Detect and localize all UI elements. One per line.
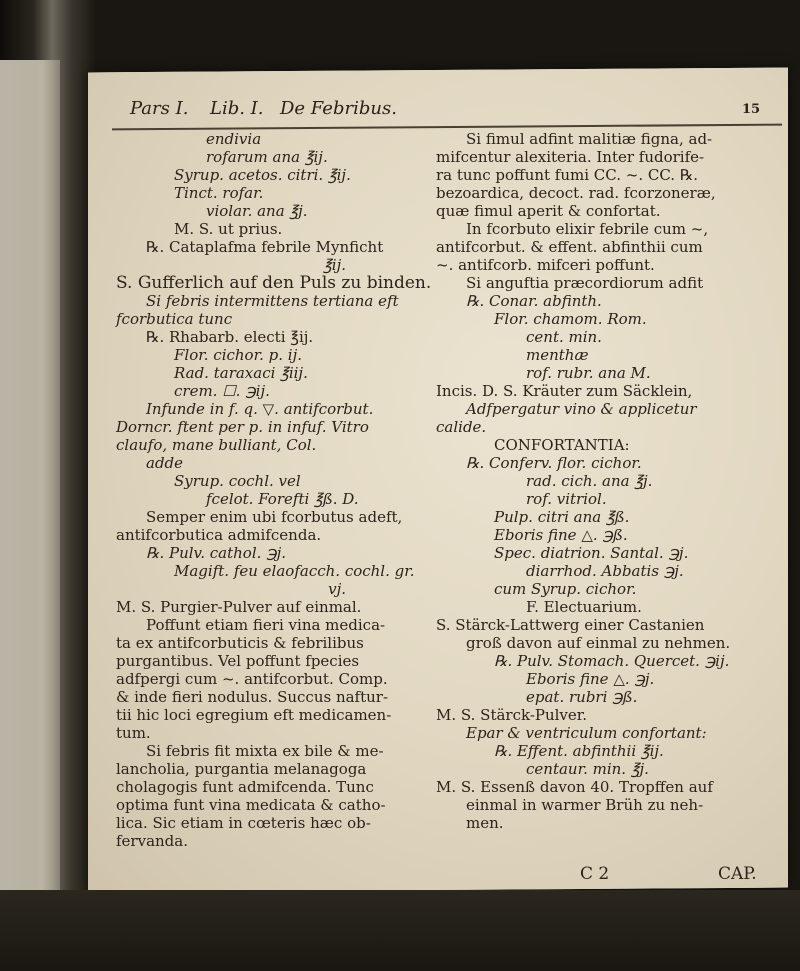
- text-line: bezoardica, decoct. rad. fcorzoneræ,: [436, 184, 716, 202]
- header-pars: Pars I.: [130, 98, 189, 119]
- text-line: fcelot. Forefti ℥ß. D.: [206, 490, 359, 508]
- text-line: Rad. taraxaci ℥iij.: [174, 364, 308, 382]
- text-line: diarrhod. Abbatis ℈j.: [526, 562, 684, 580]
- text-line: lica. Sic etiam in cœteris hæc ob-: [116, 814, 371, 832]
- text-line: centaur. min. ℥j.: [526, 760, 649, 778]
- text-line: epat. rubri ℈ß.: [526, 688, 638, 706]
- text-line: Si febris fit mixta ex bile & me-: [146, 742, 384, 760]
- text-line: Flor. cichor. p. ij.: [174, 346, 302, 364]
- text-line: ℥ij.: [323, 256, 346, 274]
- text-line: cum Syrup. cichor.: [494, 580, 637, 598]
- text-line: Syrup. cochl. vel: [174, 472, 301, 490]
- text-line: S. Stärck-Lattwerg einer Castanien: [436, 616, 705, 634]
- text-line: ℞. Cataplafma febrile Mynficht: [146, 238, 384, 256]
- text-line: Epar & ventriculum confortant:: [466, 724, 707, 742]
- text-line: ℞. Effent. abfinthii ℥ij.: [494, 742, 664, 760]
- text-line: lancholia, purgantia melanagoga: [116, 760, 367, 778]
- header-lib: Lib. I.: [210, 98, 264, 119]
- text-line: ℞. Pulv. Stomach. Quercet. ℈ij.: [494, 652, 730, 670]
- running-header: [120, 98, 780, 126]
- left-text-column: [116, 130, 446, 850]
- text-line: Dorncr. ftent per p. in infuf. Vitro: [116, 418, 369, 436]
- text-line: adde: [146, 454, 184, 472]
- text-line: ~. antifcorb. mifceri poffunt.: [436, 256, 655, 274]
- previous-page-edge: [0, 60, 60, 900]
- text-line: groß davon auf einmal zu nehmen.: [466, 634, 731, 652]
- text-line: tum.: [116, 724, 151, 742]
- text-line: einmal in warmer Brüh zu neh-: [466, 796, 704, 814]
- text-line: quæ fimul aperit & confortat.: [436, 202, 661, 220]
- text-line: ta ex antifcorbuticis & febrilibus: [116, 634, 364, 652]
- text-line: Si febris intermittens tertiana eft: [146, 292, 399, 310]
- text-line: Tinct. rofar.: [174, 184, 264, 202]
- text-line: CONFORTANTIA:: [494, 436, 630, 454]
- text-line: M. S. Essenß davon 40. Tropffen auf: [436, 778, 713, 796]
- text-line: Eboris fine △. ℈ß.: [494, 526, 628, 544]
- page-number: 15: [742, 102, 761, 117]
- text-line: men.: [466, 814, 504, 832]
- text-line: ℞. Rhabarb. electi ℥ij.: [146, 328, 314, 346]
- text-line: ra tunc poffunt fumi CC. ~. CC. ℞.: [436, 166, 699, 184]
- catchword: CAP.: [718, 864, 757, 884]
- text-line: cholagogis funt admifcenda. Tunc: [116, 778, 374, 796]
- text-line: cent. min.: [526, 328, 602, 346]
- text-line: calide.: [436, 418, 487, 436]
- text-line: Incis. D. S. Kräuter zum Säcklein,: [436, 382, 693, 400]
- text-line: ℞. Conar. abfinth.: [466, 292, 602, 310]
- text-line: endivia: [206, 130, 262, 148]
- text-line: rof. rubr. ana M.: [526, 364, 651, 382]
- text-line: Syrup. acetos. citri. ℥ij.: [174, 166, 351, 184]
- text-line: mifcentur alexiteria. Inter fudorife-: [436, 148, 705, 166]
- right-text-column: [436, 130, 771, 832]
- text-line: Si fimul adfint malitiæ figna, ad-: [466, 130, 713, 148]
- text-line: violar. ana ℥j.: [206, 202, 308, 220]
- text-line: fcorbutica tunc: [116, 310, 233, 328]
- text-line: Adfpergatur vino & applicetur: [466, 400, 697, 418]
- text-line: & inde fieri nodulus. Succus naftur-: [116, 688, 389, 706]
- text-line: Si anguftia præcordiorum adfit: [466, 274, 704, 292]
- text-line: optima funt vina medicata & catho-: [116, 796, 386, 814]
- text-line: Spec. diatrion. Santal. ℈j.: [494, 544, 689, 562]
- signature-mark: C 2: [580, 864, 610, 884]
- text-line: crem. ☐. ℈ij.: [174, 382, 270, 400]
- text-line: Flor. chamom. Rom.: [494, 310, 647, 328]
- text-line: ℞. Conferv. flor. cichor.: [466, 454, 642, 472]
- text-line: purgantibus. Vel poffunt fpecies: [116, 652, 360, 670]
- text-line: M. S. ut prius.: [174, 220, 283, 238]
- text-line: Poffunt etiam fieri vina medica-: [146, 616, 386, 634]
- text-line: Magift. feu elaofacch. cochl. gr.: [174, 562, 415, 580]
- text-line: Pulp. citri ana ℥ß.: [494, 508, 630, 526]
- text-line: fervanda.: [116, 832, 188, 850]
- text-line: claufo, mane bulliant, Col.: [116, 436, 317, 454]
- text-line: Infunde in f. q. ▽. antifcorbut.: [146, 400, 374, 418]
- text-line: S. Gufferlich auf den Puls zu binden.: [116, 273, 432, 293]
- text-line: rof. vitriol.: [526, 490, 607, 508]
- text-line: In fcorbuto elixir febrile cum ~,: [466, 220, 709, 238]
- text-line: M. S. Purgier-Pulver auf einmal.: [116, 598, 362, 616]
- text-line: Semper enim ubi fcorbutus adeft,: [146, 508, 403, 526]
- text-line: antifcorbut. & effent. abfinthii cum: [436, 238, 703, 256]
- text-line: ℞. Pulv. cathol. ℈j.: [146, 544, 287, 562]
- text-line: F. Electuarium.: [526, 598, 642, 616]
- text-line: menthæ: [526, 346, 589, 364]
- text-line: rad. cich. ana ℥j.: [526, 472, 653, 490]
- text-line: Eboris fine △. ℈j.: [526, 670, 655, 688]
- text-line: M. S. Stärck-Pulver.: [436, 706, 588, 724]
- text-line: rofarum ana ℥ij.: [206, 148, 328, 166]
- text-line: vj.: [328, 580, 346, 598]
- text-line: antifcorbutica admifcenda.: [116, 526, 322, 544]
- text-line: adfpergi cum ~. antifcorbut. Comp.: [116, 670, 388, 688]
- text-line: tii hic loci egregium eft medicamen-: [116, 706, 392, 724]
- header-title: De Febribus.: [280, 98, 397, 119]
- background-surface: [0, 890, 800, 971]
